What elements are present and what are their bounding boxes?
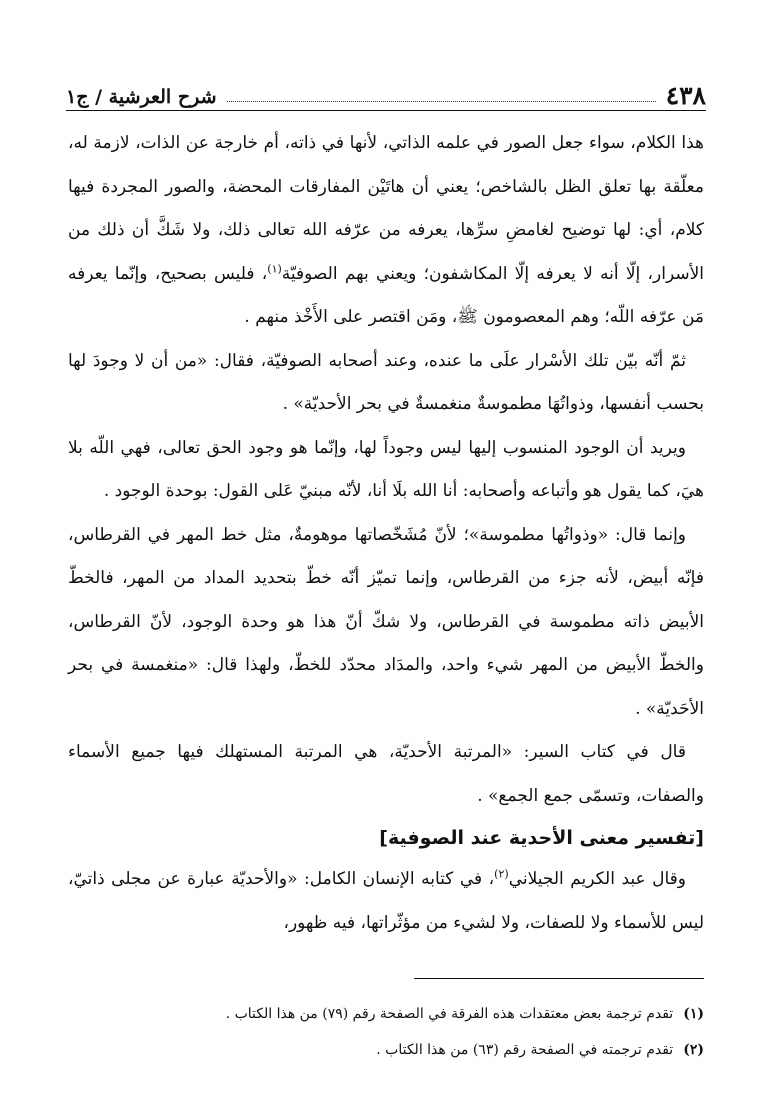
- paragraph-1-tail: ، فليس بصحيح، وإنّما يعرفه مَن عرّفه اللّه؛ وهم المعصومون ﷺ، ومَن اقتصر على الأَخْذ منهم .: [68, 263, 704, 327]
- paragraph-3: ويريد أن الوجود المنسوب إليها ليس وجوداً لها، وإنّما هو وجود الحق تعالى، فهي اللّه بلا هيَ، كما يقول هو وأتباعه وأصحابه: أنا الله بلَا أنا، لأنّه مبنيّ عَلى القول: بوحدة الوجود .: [68, 437, 704, 501]
- footnote-2: [68, 1032, 704, 1068]
- paragraph-6: [68, 858, 704, 945]
- page-number: ٤٣٨: [665, 81, 706, 110]
- footnote-2-text: تقدم ترجمته في الصفحة رقم (٦٣) من هذا الكتاب .: [376, 1042, 674, 1058]
- footnote-2-number: (٢): [683, 1042, 704, 1058]
- page-header: [66, 76, 706, 111]
- paragraph-5: قال في كتاب السير: «المرتبة الأحديّة، هي المرتبة المستهلك فيها جميع الأسماء والصفات، وتسمّى جمع الجمع» .: [68, 742, 704, 806]
- footnote-1: [68, 996, 704, 1032]
- running-title: شرح العرشية / ج١: [66, 86, 217, 108]
- section-heading: [تفسير معنى الأحدية عند الصوفية]: [379, 827, 704, 849]
- paragraph-6-tail: ، في كتابه الإنسان الكامل: «والأحديّة عبارة عن مجلى ذاتيّ، ليس للأسماء ولا للصفات، ولا لشيء من مؤثّراتها، فيه ظهور،: [68, 869, 704, 933]
- paragraph-4: وإنما قال: «وذواتُها مطموسة»؛ لأنّ مُشَخّصاتها موهومةٌ، مثل خط المهر في القرطاس، فإنّه أبيض، لأنه جزء من القرطاس، وإنما تميّز أنّه خطّ بتحديد المداد من المهر، فالخطّ الأبيض ذاته مطموسة في القرطاس، ولا شكّ أنّ هذا هو وحدة الوجود، لأنّ القرطاس، والخطّ الأبيض من المهر شيء واحد، والمدَاد محدّد للخطّ، ولهذا قال: «منغمسة في بحر الأحَديّة» .: [68, 524, 704, 719]
- footnote-divider: [414, 978, 704, 979]
- main-text: [68, 122, 704, 945]
- footnote-1-text: تقدم ترجمة بعض معتقدات هذه الفرقة في الصفحة رقم (٧٩) من هذا الكتاب .: [225, 1006, 674, 1022]
- paragraph-6-text: وقال عبد الكريم الجيلاني: [508, 869, 687, 889]
- paragraph-1-text: هذا الكلام، سواء جعل الصور في علمه الذاتي، لأنها في ذاته، أم خارجة عن الذات، لازمة له، معلّقة بها تعلق الظل بالشاخص؛ يعني أن هاتَيْن المفارقات المحضة، والصور المجردة فيها كلام، أي: لها توضيح لغامضِ سرِّها، يعرفه من عرّفه الله تعالى ذلك، ولا شَكَّ أن ذلك من الأسرار، إلّا أنه لا يعرفه إلّا المكاشفون؛ ويعني بهم الصوفيّة: [68, 133, 704, 284]
- footnote-ref-2: (٢): [494, 867, 509, 881]
- paragraph-1: [68, 122, 704, 340]
- footnote-ref-1: (١): [267, 261, 282, 275]
- header-dotted-leader: [227, 101, 656, 102]
- footnotes: [68, 996, 704, 1068]
- footnote-1-number: (١): [683, 1006, 704, 1022]
- paragraph-2: ثمّ أنّه بيّن تلك الأسْرار علَى ما عنده، وعند أصحابه الصوفيّة، فقال: «من أن لا وجودَ لها بحسب أنفسها، وذواتُهَا مطموسةٌ منغمسةٌ في بحر الأحديّة» .: [68, 350, 704, 414]
